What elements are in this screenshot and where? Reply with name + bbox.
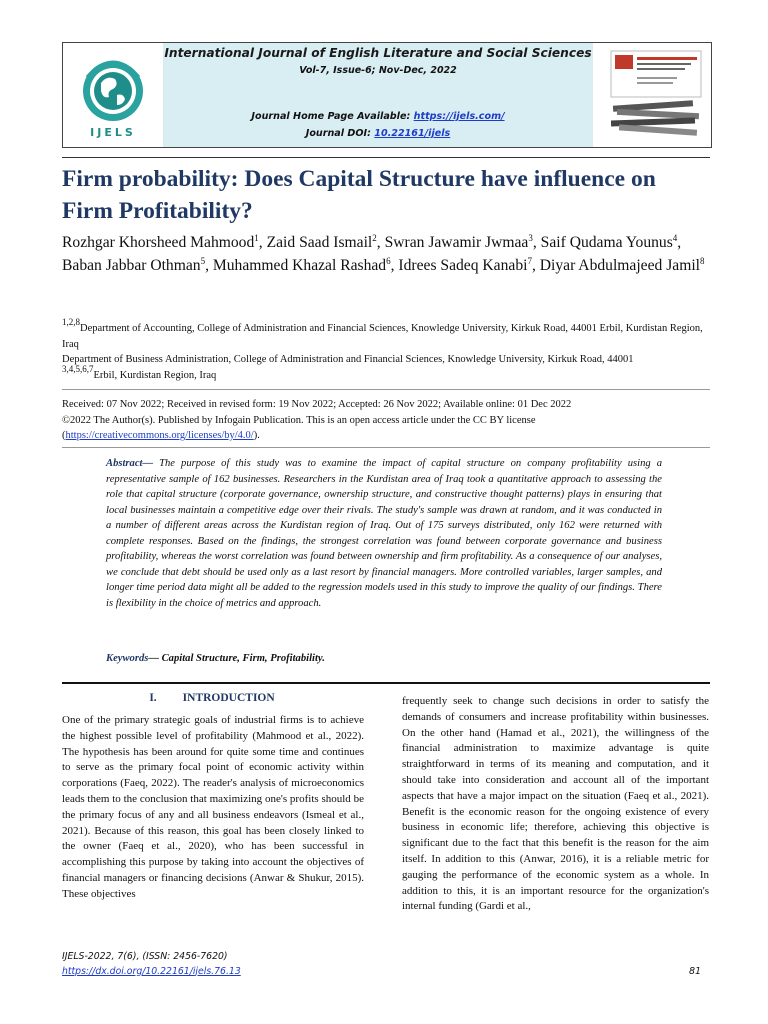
abstract bbox=[106, 456, 662, 611]
footer-citation bbox=[62, 950, 241, 979]
divider bbox=[62, 157, 710, 158]
abstract-label: Abstract bbox=[106, 458, 143, 469]
section-heading bbox=[62, 692, 362, 704]
author-separator: , bbox=[677, 234, 682, 251]
journal-doi-line bbox=[163, 128, 593, 139]
author-separator: , bbox=[376, 234, 381, 251]
section-number: I. bbox=[149, 692, 157, 704]
author-separator: , bbox=[390, 256, 395, 274]
author-separator: , bbox=[532, 234, 537, 251]
page-number: 81 bbox=[689, 966, 702, 977]
journal-volume: Vol-7, Issue-6; Nov-Dec, 2022 bbox=[299, 65, 457, 76]
author-affiliation-sup: 5 bbox=[200, 255, 206, 266]
author-name: Baban Jabbar Othman bbox=[62, 256, 201, 274]
author-name: Muhammed Khazal Rashad bbox=[212, 256, 387, 274]
author-affiliation-sup: 6 bbox=[386, 255, 391, 266]
divider bbox=[62, 447, 710, 448]
journal-cover-image bbox=[607, 49, 705, 141]
affiliation-2: Department of Business Administration, College of Administration and Financial Sciences, Knowledge University, Kirkuk Road, 44001 $^{3,4,5,6,7}$Erbil, Kurdistan Region, Iraq bbox=[62, 354, 634, 381]
article-history bbox=[62, 397, 712, 444]
journal-info-band bbox=[163, 43, 593, 147]
author-affiliation-sup: 1 bbox=[254, 233, 259, 243]
journal-header bbox=[62, 42, 712, 148]
section-title: INTRODUCTION bbox=[182, 692, 275, 704]
divider bbox=[62, 389, 710, 390]
home-link[interactable]: https://ijels.com/ bbox=[413, 111, 505, 122]
doi-link[interactable]: 10.22161/ijels bbox=[374, 128, 451, 139]
author-separator: , bbox=[205, 256, 209, 274]
ijels-logo bbox=[67, 51, 159, 143]
abstract-dash: — bbox=[142, 458, 154, 469]
author-separator: , bbox=[258, 234, 263, 251]
author-affiliation-sup: 4 bbox=[672, 233, 678, 243]
dates-line: Received: 07 Nov 2022; Received in revised form: 19 Nov 2022; Accepted: 26 Nov 2022; Available online: 01 Dec 2022 bbox=[62, 399, 572, 410]
keywords bbox=[106, 653, 662, 664]
keywords-label: Keywords bbox=[106, 653, 149, 664]
keywords-text: — Capital Structure, Firm, Profitability. bbox=[148, 653, 325, 664]
author-name: Idrees Sadeq Kanabi bbox=[398, 256, 528, 274]
copyright-line: ©2022 The Author(s). Published by Infogain Publication. This is an open access article under the CC BY license bbox=[62, 414, 536, 426]
paper-title: Firm probability: Does Capital Structure have influence on Firm Profitability? bbox=[62, 166, 656, 224]
abstract-text: The purpose of this study was to examine the impact of capital structure on company profitability using a representative sample of 162 businesses. Researchers in the Kurdistan area of Iraq took a quantitative approach to assessing the role that capital structure (corporate governance, ownership structure, and constructive thought patterns) plays in ensuring that local businesses maintain a competitive edge over their rivals. The study's sample was drawn at random, and it was conducted in a number of different areas across the Kurdistan region of Iraq. Out of 175 surveys distributed, only 162 were returned with complete responses. Based on the findings, the strongest correlation was found between corporate governance and business profitability, whereas the worst correlation was found between ownership and firm profitability. As a consequence of our analyses, we conclude that debt should be used only as a last resort by financial managers. More controlled variables, larger samples, and longer time period data might all be added to the regression models used in this study to improve the quality of our findings. There is flexibility in the choice of metrics and approach. bbox=[106, 458, 662, 609]
logo-text: IJELS bbox=[90, 126, 136, 139]
author-name: Rozhgar Khorsheed Mahmood bbox=[62, 234, 255, 251]
author-list bbox=[62, 232, 712, 277]
journal-title: International Journal of English Literature and Social Sciences bbox=[164, 46, 592, 60]
author-affiliation-sup: 3 bbox=[528, 233, 533, 243]
body-column-left: One of the primary strategic goals of industrial firms is to achieve the highest possible level of profitability (Mahmood et al., 2022). The hypothesis has been around for quite some time and continues to serve as the primary focal point of economic activity within corporations (Faeq, 2022). The reader's analysis of microeconomics leads them to the conclusion that maximizing one's profits should be the primary focus of any and all business endeavors (Ismeal et al., 2021). Because of this reason, this goal has been closely linked to the owner (Faeq et al., 2020), who has been successful in accomplishing this purpose by taking into account the objectives of financial managers or financing decisions (Anwar & Shukur, 2015). These objectives bbox=[62, 714, 364, 900]
author-affiliation-sup: 2 bbox=[372, 233, 377, 243]
author-separator: , bbox=[531, 256, 536, 274]
license-link[interactable]: https://creativecommons.org/licenses/by/4.0/ bbox=[65, 430, 254, 441]
affiliation-2-sup: 3,4,5,6,7 bbox=[62, 363, 94, 374]
doi-label: Journal DOI: bbox=[305, 128, 375, 139]
affiliation-1: $^{1,2,8}$Department of Accounting, College of Administration and Financial Sciences, Knowledge University, Kirkuk Road, 44001 Erbil, Kurdistan Region, Iraq bbox=[62, 317, 703, 350]
divider bbox=[62, 682, 710, 684]
affiliation-1-sup: 1,2,8 bbox=[62, 317, 80, 327]
footer-issn: IJELS-2022, 7(6), (ISSN: 2456-7620) bbox=[62, 951, 228, 962]
author-name: Swran Jawamir Jwmaa bbox=[384, 234, 529, 251]
home-label: Journal Home Page Available: bbox=[251, 111, 414, 122]
footer-doi-link[interactable]: https://dx.doi.org/10.22161/ijels.76.13 bbox=[62, 965, 241, 977]
affiliations bbox=[62, 317, 712, 383]
author-affiliation-sup: 8 bbox=[700, 255, 705, 266]
body-column-right: frequently seek to change such decisions in order to satisfy the demands of consumers and increase profitability within businesses. On the other hand (Hamad et al., 2021), the willingness of the financial administration to maximize advantage is quite straightforward in terms of its meaning and computation, and it should take into consideration and account all of the important aspects that have a major impact on the situation (Faeq et al., 2021). Benefit is the economic reason for the ongoing existence of every business in economic life; therefore, achieving this objective is significant due to the fact that this benefit is the reason for the aim itself. In addition to this (Anwar, 2016), it is a reliable metric for gauging the performance of the economic system as a whole. In addition to this, it is an important resource for the organization's internal funding (Gardi et al., bbox=[402, 695, 709, 913]
author-name: Saif Qudama Younus bbox=[540, 234, 673, 251]
author-affiliation-sup: 7 bbox=[527, 255, 532, 266]
author-name: Zaid Saad Ismail bbox=[266, 234, 373, 251]
license-line: (https://creativecommons.org/licenses/by/4.0/). bbox=[62, 430, 260, 441]
author-name: Diyar Abdulmajeed Jamil bbox=[539, 256, 700, 274]
journal-home-line bbox=[163, 111, 593, 122]
